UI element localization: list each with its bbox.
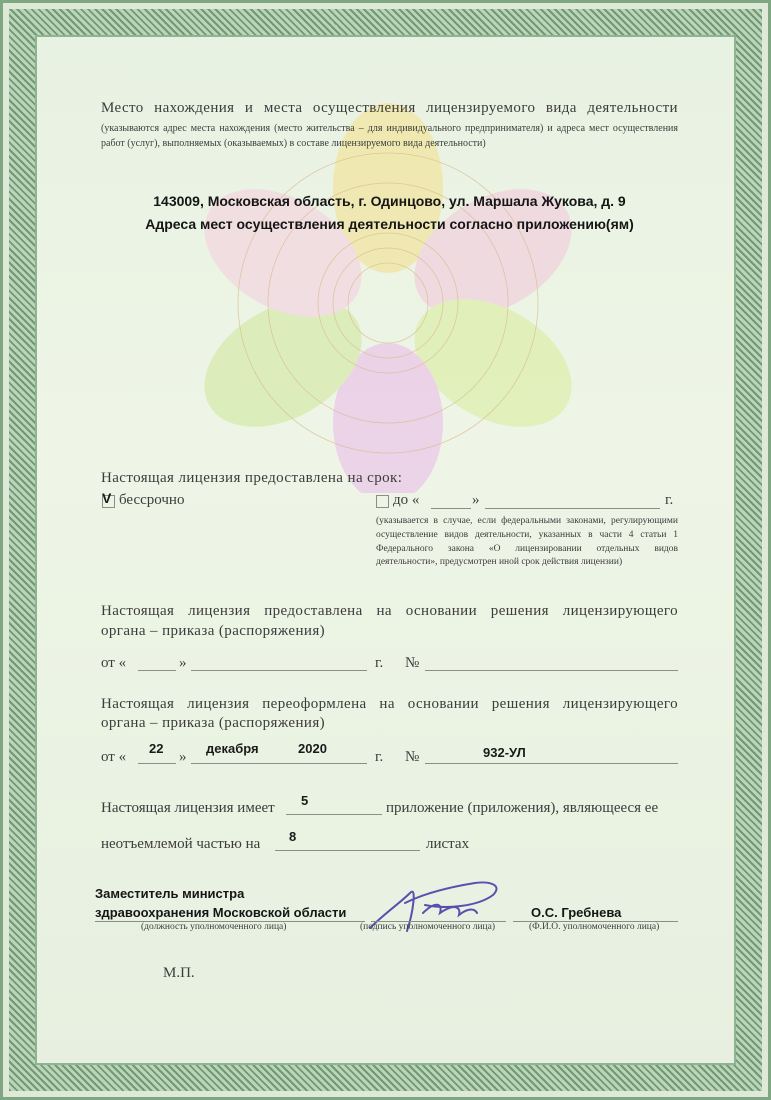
reissued-month: декабря <box>206 741 259 756</box>
appendix-count: 5 <box>301 793 309 808</box>
granted-line2: органа – приказа (распоряжения) <box>101 623 326 639</box>
granted-year-suffix: г. <box>375 655 384 671</box>
granted-number-sign: № <box>405 655 420 671</box>
until-quote-close: » <box>472 492 480 508</box>
stamp-place: М.П. <box>163 965 195 981</box>
appendix-suffix: приложение (приложения), являющееся ее <box>386 800 659 816</box>
granted-date-prefix: от « <box>101 655 127 671</box>
signer-position-line1: Заместитель министра <box>95 886 245 901</box>
reissued-month-year-line <box>191 763 367 764</box>
sheets-prefix: неотъемлемой частью на <box>101 836 261 852</box>
sheet-count: 8 <box>289 829 297 844</box>
until-day-line <box>431 508 471 509</box>
until-prefix: до « <box>393 492 420 508</box>
term-heading: Настоящая лицензия предоставлена на срок: <box>101 470 403 486</box>
granted-line1: Настоящая лицензия предоставлена на основании решения лицензирующего <box>101 603 678 619</box>
until-year-suffix: г. <box>665 492 674 508</box>
reissued-year-suffix: г. <box>375 749 384 765</box>
signature-caption: (подпись уполномоченного лица) <box>360 922 496 932</box>
appendix-prefix: Настоящая лицензия имеет <box>101 800 275 816</box>
reissued-line2: органа – приказа (распоряжения) <box>101 715 326 731</box>
granted-day-line <box>138 670 176 671</box>
perpetual-label: бессрочно <box>119 492 185 508</box>
sheets-suffix: листах <box>426 836 470 852</box>
until-note: (указывается в случае, если федеральными законами, регулирующими осуществление видов деятельности, указанных в части 4 статьи 1 Федерального закона «О лицензировании отдельных видов деятельности», предусмотрен иной срок действия лицензии) <box>376 516 678 568</box>
license-address: 143009, Московская область, г. Одинцово, ул. Маршала Жукова, д. 9 <box>153 193 626 209</box>
guilloche-rosette-watermark <box>193 103 583 493</box>
reissued-date-prefix: от « <box>101 749 127 765</box>
signer-name: О.С. Гребнева <box>531 905 622 920</box>
name-caption: (Ф.И.О. уполномоченного лица) <box>529 922 660 932</box>
reissued-day: 22 <box>149 741 164 756</box>
reissued-quote-close: » <box>179 749 187 765</box>
address-heading: Место нахождения и места осуществления лицензируемого вида деятельности <box>101 100 678 116</box>
sheet-count-line <box>275 850 420 851</box>
until-month-year-line <box>485 508 660 509</box>
granted-quote-close: » <box>179 655 187 671</box>
reissued-line1: Настоящая лицензия переоформлена на основании решения лицензирующего <box>101 696 678 712</box>
perpetual-check-mark: V <box>102 490 112 506</box>
appendix-count-line <box>286 814 382 815</box>
activity-places: Адреса мест осуществления деятельности согласно приложению(ям) <box>145 216 634 232</box>
reissued-number-sign: № <box>405 749 420 765</box>
reissued-number-line <box>425 763 678 764</box>
reissued-day-line <box>138 763 176 764</box>
granted-number-line <box>425 670 678 671</box>
granted-month-year-line <box>191 670 367 671</box>
position-caption: (должность уполномоченного лица) <box>141 922 287 932</box>
signer-position-line2: здравоохранения Московской области <box>95 905 347 920</box>
reissued-number: 932-УЛ <box>483 745 526 760</box>
reissued-year: 2020 <box>298 741 327 756</box>
until-checkbox <box>376 495 389 508</box>
address-note: (указываются адрес места нахождения (место жительства – для индивидуального предпринимателя) и адреса мест осуществления работ (услуг), выполняемых (оказываемых) в составе лицензируемого вида деятельности) <box>101 123 678 149</box>
